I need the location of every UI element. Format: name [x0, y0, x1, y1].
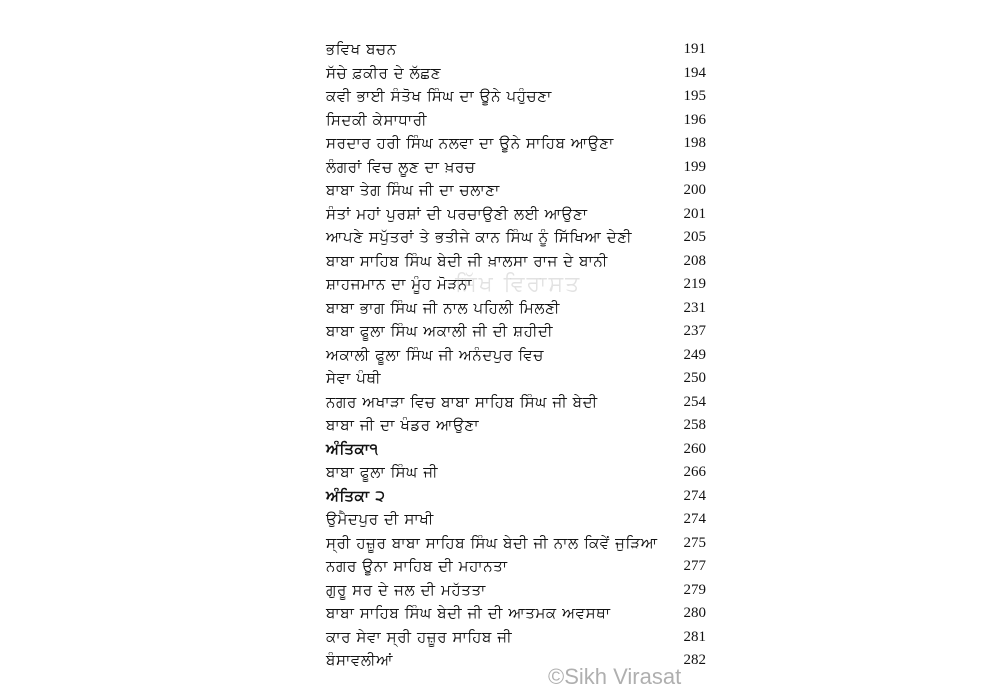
toc-entry — [326, 38, 706, 62]
toc-entry-title: ਅੰਤਿਕਾ ੨ — [326, 486, 386, 505]
toc-entry — [326, 391, 706, 415]
table-of-contents — [326, 38, 706, 673]
toc-entry — [326, 203, 706, 227]
toc-entry-page-number: 201 — [683, 205, 706, 222]
toc-entry-title: ਕਾਰ ਸੇਵਾ ਸ੍ਰੀ ਹਜ਼ੂਰ ਸਾਹਿਬ ਜੀ — [326, 627, 513, 646]
toc-entry-page-number: 275 — [683, 534, 706, 551]
toc-entry-page-number: 208 — [683, 252, 706, 269]
toc-entry-title: ਬੰਸਾਵਲੀਆਂ — [326, 651, 394, 669]
toc-entry — [326, 626, 706, 650]
toc-entry — [326, 179, 706, 203]
toc-entry-title: ਬਾਬਾ ਸਾਹਿਬ ਸਿੰਘ ਬੇਦੀ ਜੀ ਦੀ ਆਤਮਕ ਅਵਸਥਾ — [326, 604, 611, 622]
toc-entry — [326, 579, 706, 603]
toc-entry-title: ਬਾਬਾ ਤੇਗ ਸਿੰਘ ਜੀ ਦਾ ਚਲਾਣਾ — [326, 181, 500, 199]
toc-entry-title: ਅਕਾਲੀ ਫੂਲਾ ਸਿੰਘ ਜੀ ਅਨੰਦਪੁਰ ਵਿਚ — [326, 345, 544, 364]
toc-entry-page-number: 200 — [683, 182, 706, 198]
toc-entry — [326, 367, 706, 391]
toc-entry-title: ਆਪਣੇ ਸਪੁੱਤਰਾਂ ਤੇ ਭਤੀਜੇ ਕਾਨ ਸਿੰਘ ਨੂੰ ਸਿੱਖਿਆ ਦੇਣੀ — [326, 228, 633, 246]
toc-entry-page-number: 279 — [683, 581, 706, 598]
toc-entry — [326, 344, 706, 368]
toc-entry — [326, 156, 706, 180]
toc-entry-page-number: 198 — [683, 135, 706, 151]
toc-entry-page-number: 280 — [683, 605, 706, 621]
toc-entry-title: ਸੇਵਾ ਪੰਥੀ — [326, 369, 382, 387]
toc-entry — [326, 85, 706, 109]
toc-entry — [326, 508, 706, 532]
toc-entry — [326, 485, 706, 509]
toc-entry-page-number: 219 — [683, 276, 706, 292]
toc-entry — [326, 438, 706, 462]
toc-entry-title: ਅੰਤਿਕਾ੧ — [326, 439, 379, 458]
toc-entry-page-number: 249 — [683, 346, 706, 363]
toc-entry — [326, 226, 706, 250]
toc-entry-page-number: 258 — [683, 417, 706, 433]
toc-entry-title: ਕਵੀ ਭਾਈ ਸੰਤੋਖ ਸਿੰਘ ਦਾ ਊਨੇ ਪਹੁੰਚਣਾ — [326, 87, 552, 105]
toc-entry-title: ਗੁਰੂ ਸਰ ਦੇ ਜਲ ਦੀ ਮਹੱਤਤਾ — [326, 580, 486, 599]
toc-entry-page-number: 260 — [683, 440, 706, 457]
toc-entry — [326, 602, 706, 626]
toc-entry-page-number: 281 — [683, 628, 706, 645]
toc-entry-title: ਬਾਬਾ ਫੂਲਾ ਸਿੰਘ ਜੀ — [326, 463, 439, 481]
toc-entry — [326, 250, 706, 274]
toc-entry-page-number: 237 — [683, 323, 706, 339]
toc-entry-title: ਬਾਬਾ ਫੂਲਾ ਸਿੰਘ ਅਕਾਲੀ ਜੀ ਦੀ ਸ਼ਹੀਦੀ — [326, 322, 554, 340]
toc-entry-title: ਸ੍ਰੀ ਹਜ਼ੂਰ ਬਾਬਾ ਸਾਹਿਬ ਸਿੰਘ ਬੇਦੀ ਜੀ ਨਾਲ ਕਿਵੇਂ ਜੁੜਿਆ — [326, 533, 658, 552]
center-watermark: ਸਿੱਖ ਵਿਰਾਸਤ — [455, 272, 582, 297]
toc-entry-page-number: 195 — [683, 88, 706, 104]
toc-entry-title: ਨਗਰ ਅਖਾੜਾ ਵਿਚ ਬਾਬਾ ਸਾਹਿਬ ਸਿੰਘ ਜੀ ਬੇਦੀ — [326, 392, 598, 411]
toc-entry — [326, 320, 706, 344]
toc-entry-title: ਬਾਬਾ ਜੀ ਦਾ ਖੰਡਰ ਆਉਣਾ — [326, 416, 480, 434]
toc-entry-title: ਲੰਗਰਾਂ ਵਿਚ ਲੂਣ ਦਾ ਖ਼ਰਚ — [326, 157, 476, 176]
toc-entry-page-number: 199 — [683, 158, 706, 175]
toc-entry-title: ਨਗਰ ਊਨਾ ਸਾਹਿਬ ਦੀ ਮਹਾਨਤਾ — [326, 557, 508, 575]
toc-entry-title: ਸੱਚੇ ਫ਼ਕੀਰ ਦੇ ਲੱਛਣ — [326, 63, 442, 82]
toc-entry-page-number: 274 — [683, 511, 706, 527]
toc-entry-page-number: 282 — [683, 652, 706, 668]
toc-entry — [326, 414, 706, 438]
toc-entry — [326, 532, 706, 556]
toc-entry-title: ਉਮੈਦਪੁਰ ਦੀ ਸਾਖੀ — [326, 510, 434, 528]
toc-entry-page-number: 205 — [683, 229, 706, 245]
toc-entry-title: ਭਵਿਖ ਬਚਨ — [326, 40, 397, 58]
toc-entry-page-number: 231 — [683, 299, 706, 316]
toc-entry-page-number: 266 — [683, 464, 706, 480]
toc-entry-title: ਸ਼ਾਹਜਮਾਨ ਦਾ ਮੂੰਹ ਮੋੜਨਾ — [326, 275, 473, 293]
toc-entry-page-number: 191 — [683, 41, 706, 57]
toc-entry-title: ਬਾਬਾ ਭਾਗ ਸਿੰਘ ਜੀ ਨਾਲ ਪਹਿਲੀ ਮਿਲਣੀ — [326, 298, 561, 317]
toc-entry-page-number: 196 — [683, 111, 706, 128]
toc-entry-page-number: 277 — [683, 558, 706, 574]
toc-entry — [326, 461, 706, 485]
toc-entry-page-number: 274 — [683, 487, 706, 504]
toc-entry-title: ਸੰਤਾਂ ਮਹਾਂ ਪੁਰਸ਼ਾਂ ਦੀ ਪਰਚਾਉਣੀ ਲਈ ਆਉਣਾ — [326, 204, 588, 223]
toc-entry — [326, 132, 706, 156]
toc-entry-title: ਸਿਦਕੀ ਕੇਸਾਧਾਰੀ — [326, 110, 428, 129]
toc-entry-page-number: 194 — [683, 64, 706, 81]
toc-entry-title: ਸਰਦਾਰ ਹਰੀ ਸਿੰਘ ਨਲਵਾ ਦਾ ਊਨੇ ਸਾਹਿਬ ਆਉਣਾ — [326, 134, 614, 152]
toc-entry-title: ਬਾਬਾ ਸਾਹਿਬ ਸਿੰਘ ਬੇਦੀ ਜੀ ਖ਼ਾਲਸਾ ਰਾਜ ਦੇ ਬਾਨੀ — [326, 251, 608, 270]
toc-entry — [326, 62, 706, 86]
toc-entry-page-number: 254 — [683, 393, 706, 410]
toc-entry — [326, 555, 706, 579]
toc-entry — [326, 297, 706, 321]
toc-entry — [326, 109, 706, 133]
toc-entry-page-number: 250 — [683, 370, 706, 386]
copyright-watermark: ©Sikh Virasat — [548, 664, 682, 689]
